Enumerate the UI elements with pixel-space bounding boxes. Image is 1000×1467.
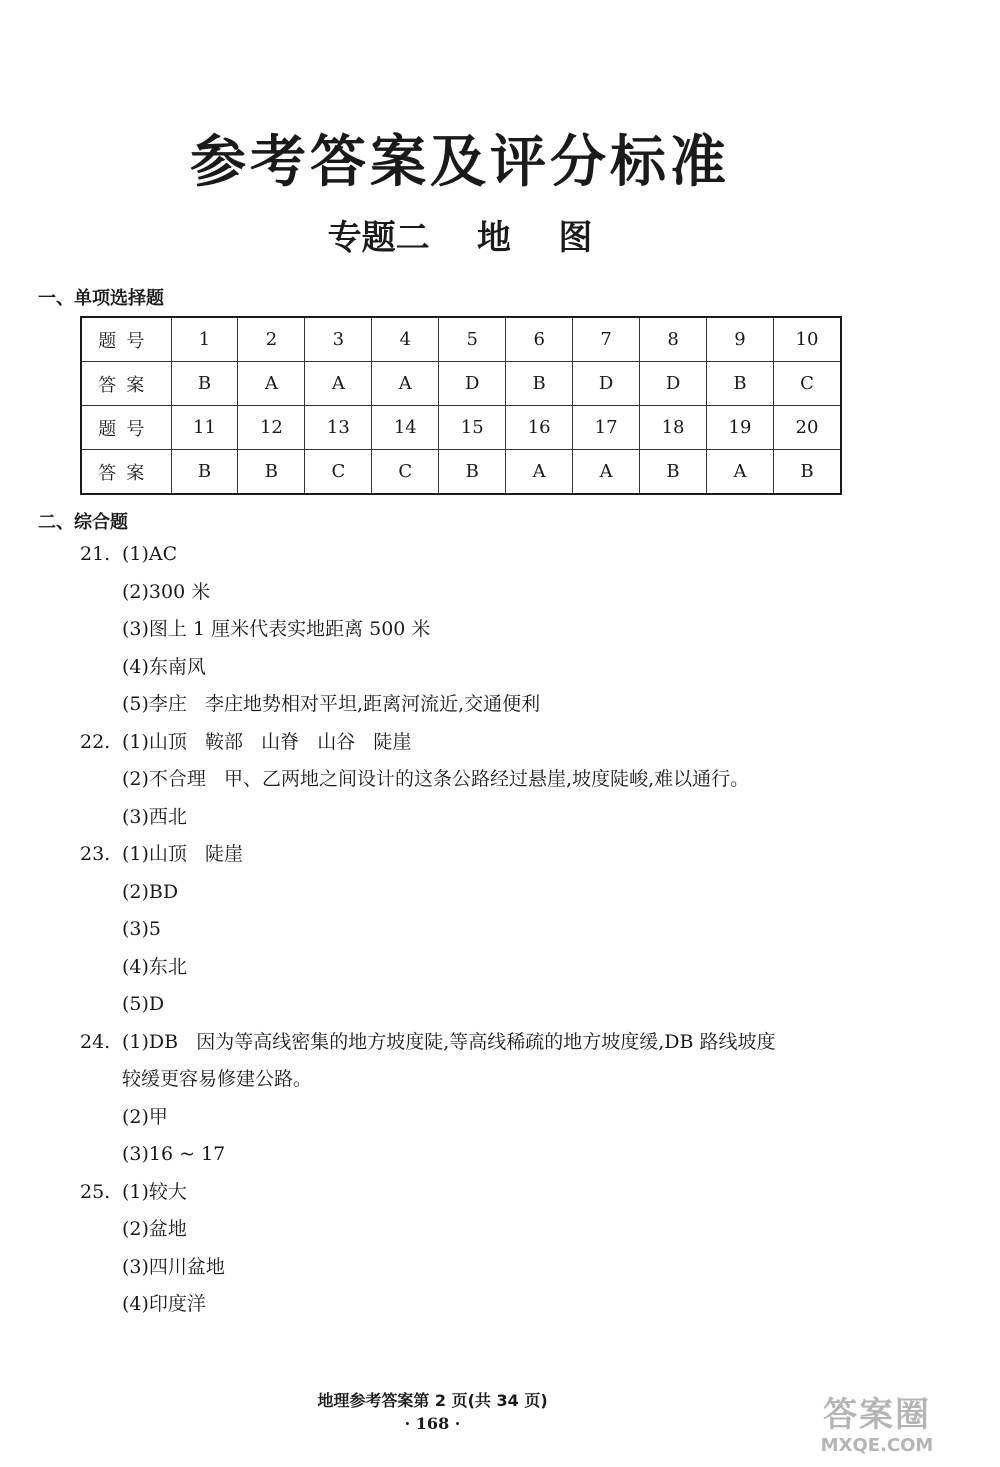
table-cell: B (238, 450, 305, 495)
table-cell: 12 (238, 406, 305, 450)
table-cell: 11 (171, 406, 238, 450)
table-cell: B (707, 362, 774, 406)
watermark-text: 答案圈 (823, 1395, 931, 1435)
comprehensive-answers (80, 536, 940, 1324)
row-label: 题号 (81, 317, 171, 362)
answer-text: (4)东北 (122, 955, 187, 978)
table-cell: D (439, 362, 506, 406)
table-cell: 10 (773, 317, 841, 362)
question-block (80, 836, 940, 1024)
table-cell: A (305, 362, 372, 406)
table-cell: 16 (506, 406, 573, 450)
table-cell: A (506, 450, 573, 495)
question-block (80, 1024, 940, 1174)
answer-line (80, 836, 940, 874)
answer-text: (3)四川盆地 (122, 1255, 225, 1278)
question-number: 23. (80, 843, 111, 865)
page-number: · 168 · (404, 1414, 461, 1433)
answer-text: (1)较大 (122, 1180, 187, 1203)
answer-text: (2)盆地 (122, 1218, 187, 1240)
answer-text: (3)西北 (122, 805, 187, 828)
table-cell: 15 (439, 406, 506, 450)
table-cell: B (773, 450, 841, 495)
row-label: 答案 (81, 362, 171, 406)
row-label: 题号 (81, 406, 171, 450)
table-cell: 6 (506, 317, 573, 362)
table-cell: 8 (640, 317, 707, 362)
table-cell: 2 (238, 317, 305, 362)
question-number: 22. (80, 730, 111, 753)
table-cell: 4 (372, 317, 439, 362)
table-cell: 7 (573, 317, 640, 362)
answer-text: (2)甲 (122, 1105, 168, 1128)
table-cell: A (573, 450, 640, 495)
table-cell: 18 (640, 406, 707, 450)
answer-text: (2)BD (122, 880, 179, 903)
table-cell: 1 (171, 317, 238, 362)
table-cell: 3 (305, 317, 372, 362)
table-cell: B (640, 450, 707, 495)
table-cell: D (573, 362, 640, 406)
answer-text: (1)DB 因为等高线密集的地方坡度陡,等高线稀疏的地方坡度缓,DB 路线坡度 (122, 1030, 776, 1053)
answer-text: (5)李庄 李庄地势相对平坦,距离河流近,交通便利 (122, 693, 541, 715)
answer-line (80, 536, 940, 574)
table-cell: D (640, 362, 707, 406)
table-cell: C (372, 450, 439, 495)
table-cell: 17 (573, 406, 640, 450)
watermark-url: MXQE.COM (820, 1435, 934, 1456)
section-heading-comprehensive: 二、综合题 (38, 512, 128, 533)
table-cell: A (372, 362, 439, 406)
question-block (80, 536, 940, 724)
question-block (80, 1174, 940, 1324)
table-row (81, 450, 841, 495)
footer-page-info: 地理参考答案第 2 页(共 34 页) (317, 1391, 548, 1410)
question-number: 24. (80, 1030, 111, 1053)
answer-table (80, 316, 842, 495)
table-cell: A (238, 362, 305, 406)
page-title: 参考答案及评分标准 (190, 129, 730, 195)
answer-line (80, 724, 940, 762)
question-number: 21. (80, 543, 111, 565)
answer-text: (1)山顶 陡崖 (122, 843, 244, 865)
answer-text: 较缓更容易修建公路。 (122, 1068, 313, 1090)
row-label: 答案 (81, 450, 171, 495)
page-subtitle: 专题二 地 图 (327, 218, 593, 258)
answer-text: (2)300 米 (122, 580, 211, 603)
answer-text: (1)AC (122, 543, 178, 565)
answer-text: (3)5 (122, 918, 162, 940)
answer-text: (4)东南风 (122, 655, 206, 678)
table-cell: B (506, 362, 573, 406)
table-cell: 9 (707, 317, 774, 362)
table-cell: 19 (707, 406, 774, 450)
table-cell: C (773, 362, 841, 406)
table-row (81, 317, 841, 362)
question-number: 25. (80, 1180, 111, 1203)
table-cell: B (171, 362, 238, 406)
answer-text: (3)图上 1 厘米代表实地距离 500 米 (122, 618, 431, 640)
table-cell: C (305, 450, 372, 495)
table-row (81, 362, 841, 406)
table-cell: 5 (439, 317, 506, 362)
answer-line (80, 1024, 940, 1062)
answer-text: (3)16 ~ 17 (122, 1143, 226, 1165)
answer-line (80, 1174, 940, 1212)
table-row (81, 406, 841, 450)
table-cell: B (171, 450, 238, 495)
table-cell: 14 (372, 406, 439, 450)
table-cell: 13 (305, 406, 372, 450)
question-block (80, 724, 940, 837)
answer-text: (1)山顶 鞍部 山脊 山谷 陡崖 (122, 730, 412, 753)
table-cell: A (707, 450, 774, 495)
table-cell: B (439, 450, 506, 495)
table-cell: 20 (773, 406, 841, 450)
section-heading-choice: 一、单项选择题 (38, 288, 164, 309)
answer-text: (2)不合理 甲、乙两地之间设计的这条公路经过悬崖,坡度陡峻,难以通行。 (122, 768, 750, 790)
answer-text: (5)D (122, 993, 165, 1015)
answer-text: (4)印度洋 (122, 1293, 206, 1315)
watermark-logo (772, 1395, 982, 1459)
